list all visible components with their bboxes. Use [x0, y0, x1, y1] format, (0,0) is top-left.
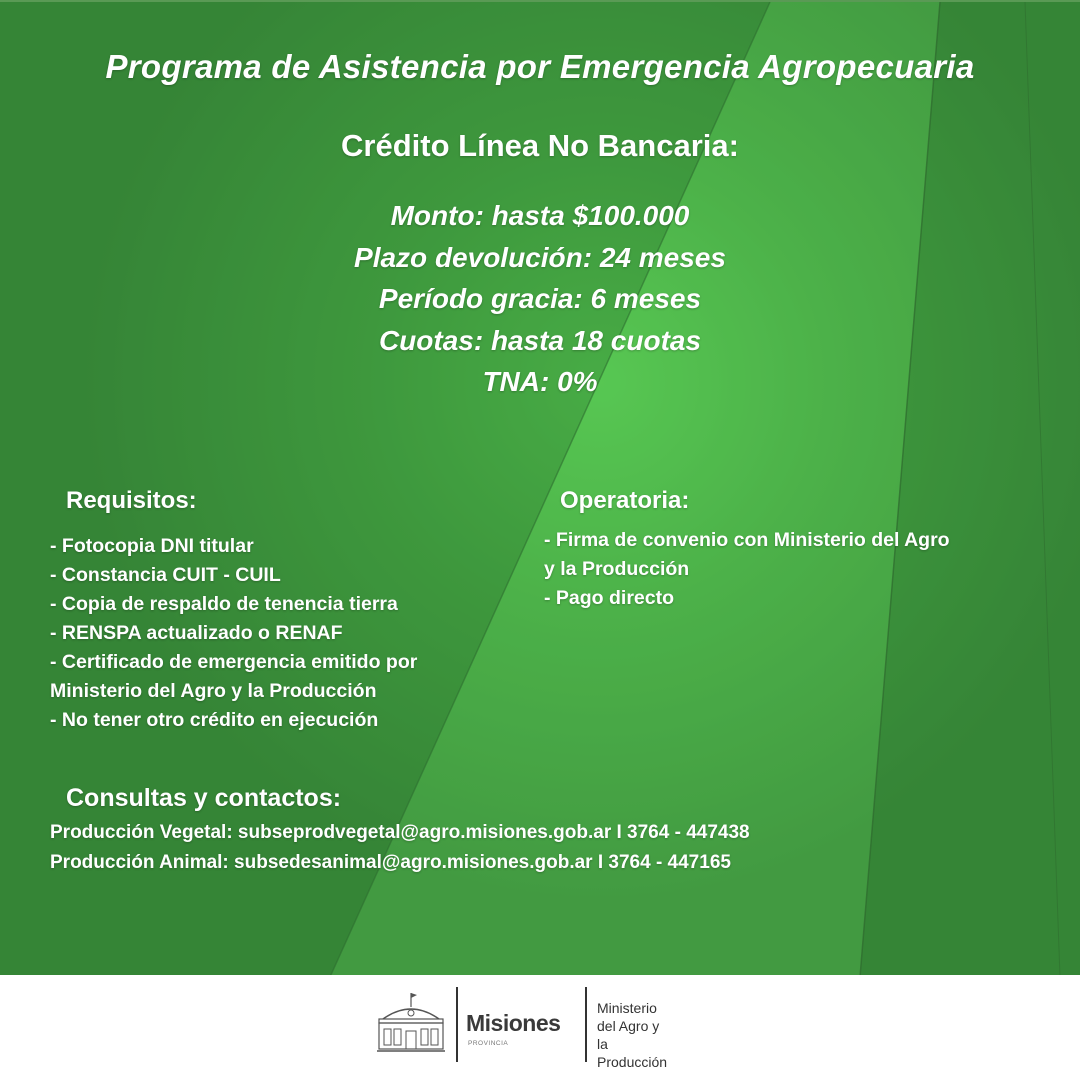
- operatoria-item: - Firma de convenio con Ministerio del Agro: [544, 529, 950, 551]
- logo-divider: [585, 987, 587, 1062]
- credit-terms: [0, 195, 1080, 403]
- province-name: Misiones: [466, 1010, 561, 1036]
- program-title: Programa de Asistencia por Emergencia Agropecuaria: [105, 48, 975, 85]
- ministry-line: del Agro y: [597, 1018, 660, 1034]
- operatoria-heading: Operatoria:: [560, 487, 690, 514]
- operatoria-item: - Pago directo: [544, 587, 675, 609]
- operatoria-item: y la Producción: [544, 558, 690, 580]
- province-label: PROVINCIA: [468, 1040, 509, 1047]
- operatoria-list: [544, 526, 950, 613]
- requisito-item: Ministerio del Agro y la Producción: [50, 680, 377, 702]
- requisito-item: - No tener otro crédito en ejecución: [50, 709, 379, 731]
- requisito-item: - Fotocopia DNI titular: [50, 535, 254, 557]
- term-plazo: Plazo devolución: 24 meses: [354, 241, 726, 273]
- requisitos-heading: Requisitos:: [66, 487, 197, 514]
- contactos-heading: Consultas y contactos:: [66, 784, 342, 812]
- term-tna: TNA: 0%: [482, 366, 598, 397]
- ministry-line: Ministerio: [597, 1000, 657, 1016]
- ministry-name: [597, 999, 667, 1071]
- requisito-item: - Constancia CUIT - CUIL: [50, 564, 281, 586]
- requisitos-list: [50, 532, 417, 735]
- building-icon: [375, 985, 445, 1065]
- requisito-item: - Copia de respaldo de tenencia tierra: [50, 593, 398, 615]
- contact-animal: Producción Animal: subsedesanimal@agro.misiones.gob.ar I 3764 - 447165: [50, 852, 731, 873]
- ministry-line: la Producción: [597, 1036, 668, 1070]
- logo-divider: [456, 987, 458, 1062]
- footer: [0, 975, 1080, 1078]
- term-gracia: Período gracia: 6 meses: [378, 283, 702, 314]
- credit-line-subtitle: Crédito Línea No Bancaria:: [341, 128, 739, 163]
- requisito-item: - RENSPA actualizado o RENAF: [50, 622, 343, 644]
- requisito-item: - Certificado de emergencia emitido por: [50, 651, 418, 673]
- term-cuotas: Cuotas: hasta 18 cuotas: [378, 324, 702, 356]
- term-monto: Monto: hasta $100.000: [390, 200, 690, 231]
- contact-vegetal: Producción Vegetal: subseprodvegetal@agro.misiones.gob.ar I 3764 - 447438: [50, 822, 750, 843]
